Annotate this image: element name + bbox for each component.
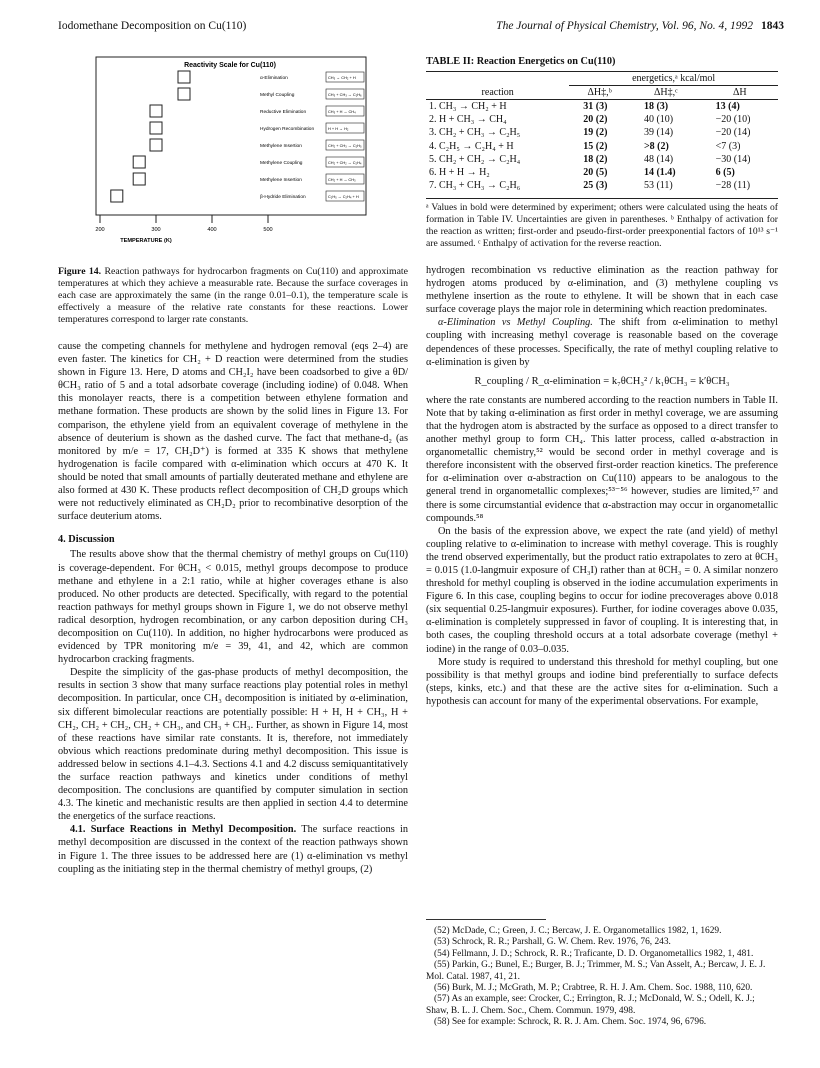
- dh-cell: 13 (4): [715, 101, 740, 113]
- dh-cell: −30 (14): [715, 153, 751, 165]
- table-group-header: energetics,ᵃ kcal/mol: [569, 72, 778, 86]
- paragraph: On the basis of the expression above, we expect the rate (and yield) of methyl coupling relative to α-elimination to increase with methyl coverage. This is roughly the trend observed experimentally, but the product ratio extrapolates to zero at θCH₃ = 0.015 (1.0-langmuir exposure of CH₃I) rather than at θCH₃ = 0. A similar nonzero threshold for methyl coupling is observed in the iodine accumulation experiments in Figure 6. In this case, coupling begins to occur for iodine precoverages above 0.018 (six sequential 0.25-langmuir exposures). Further, for iodine coverages above 0.035, α-elimination is completely suppressed in favor of coupling. It is interesting that, in both cases, the coupling threshold occurs at a total adsorbate coverage (methyl + iodine) in the range of 0.03–0.035.: [426, 525, 778, 655]
- energetics-table: [426, 71, 778, 194]
- paragraph: Despite the simplicity of the gas-phase products of methyl decomposition, the results in section 3 show that many surface reactions play potential roles in methyl decomposition. In particular, once CH₃ decomposition is initiated by α-elimination, six different bimolecular reactions are potentially possible: H + H, H + CH₃, H + CH₂, CH₂ + CH₂, CH₂ + CH₃, and CH₃ + CH₃. Further, as shown in Figure 14, most of these reactions have similar rate constants. It is, therefore, not immediately obvious which reactions predominate during methyl decomposition. This issue is addressed below in sections 4.1–4.3. Sections 4.1 and 4.2 discuss semiquantitatively the surface reaction pathways and kinetics under conditions of methyl decomposition. The conclusions are quantified by computer simulation in section 4.3. The kinetic and mechanistic results are then applied in section 4.4 to determine the energetics of the surface reactions.: [58, 667, 408, 823]
- paragraph-text: The surface reactions in methyl decomposition are discussed in the context of the reaction pathways shown in Figure 1. The three issues to be addressed here are (1) α-elimination vs methyl coupling as the initiating step in the thermal chemistry of methyl groups, (2): [58, 824, 408, 875]
- figure-caption: [58, 266, 408, 326]
- reaction-equation-label: CH₃ → CH₂ + H: [328, 75, 356, 80]
- reaction-cell: 3. CH₂ + CH₃ → C₂H₅: [429, 127, 521, 139]
- reaction-name-label: β-Hydride Elimination: [260, 195, 306, 200]
- reference-item: (56) Burk, M. J.; McGrath, M. P.; Crabtree, R. H. J. Am. Chem. Soc. 1988, 110, 620.: [434, 983, 753, 994]
- reaction-cell: 1. CH₃ → CH₂ + H: [429, 101, 507, 113]
- x-tick-label: 400: [207, 227, 217, 233]
- paragraph-alpha: [426, 316, 778, 368]
- table-title: TABLE II: Reaction Energetics on Cu(110): [426, 56, 616, 67]
- section-heading-discussion: 4. Discussion: [58, 534, 115, 546]
- dh-reverse-cell: 48 (14): [643, 153, 674, 165]
- reference-item: (58) See for example: Schrock, R. R. J. Am. Chem. Soc. 1974, 96, 6796.: [434, 1017, 707, 1028]
- reaction-marker: [150, 139, 162, 151]
- right-column: [426, 55, 778, 708]
- reaction-name-label: Methyl Coupling: [260, 93, 295, 98]
- dh-cell: 6 (5): [715, 166, 735, 178]
- x-tick-label: 200: [95, 227, 105, 233]
- figure-14: [70, 55, 370, 255]
- reactivity-scale-chart: [70, 55, 370, 255]
- dh-reverse-cell: 53 (11): [643, 179, 673, 191]
- reaction-marker: [150, 122, 162, 134]
- reaction-cell: 5. CH₂ + CH₂ → C₂H₄: [429, 153, 521, 165]
- page-number: 1843: [761, 20, 784, 32]
- table-footnote: ᵃ Values in bold were determined by experiment; others were calculated using the heats of formation in Table IV. Uncertainties are given in parentheses. ᵇ Enthalpy of activation for the reaction as written; first-order and pseudo-first-order preexponential factors of 10¹³ s⁻¹ are assumed. ᶜ Enthalpy of activation for the reverse reaction.: [426, 198, 778, 250]
- reaction-name-label: Reductive Elimination: [260, 110, 307, 115]
- dh-forward-cell: 19 (2): [583, 127, 608, 139]
- journal-citation: The Journal of Physical Chemistry, Vol. 96, No. 4, 1992: [496, 20, 753, 32]
- subsection-heading-4-1: 4.1. Surface Reactions in Methyl Decomposition.: [70, 824, 297, 836]
- paragraph: hydrogen recombination vs reductive elimination as the reaction pathway for hydrogen atoms produced by α-elimination, and (3) methylene coupling vs methylene insertion as the route to ethylene. It will be shown that in each case surface coverage plays the major role in determining which reaction predominates.: [426, 264, 778, 316]
- paragraph: where the rate constants are numbered according to the reaction numbers in Table II. Note that by taking α-elimination as first order in methyl coverage, we are assuming that the hydrogen atom is abstracted by the surface as opposed to a direct transfer to another methyl group to form CH₄. This latter process, called α-abstraction in organometallic chemistry,⁵² would be second order in methyl coverage and is therefore inconsistent with the observed first-order reaction kinetics. The preference for α-elimination over α-abstraction on Cu(110) appears to be analogous to the general trend in organometallic complexes;⁵³⁻⁵⁶ however, studies are limited,⁵⁷ and there is some circumstantial evidence that α-abstraction may occur in organometallic compounds.⁵⁸: [426, 394, 778, 524]
- dh-reverse-cell: 14 (1.4): [643, 166, 676, 178]
- references-divider: [426, 919, 546, 920]
- dh-forward-cell: 20 (5): [583, 166, 608, 178]
- table-row: [426, 166, 778, 179]
- reaction-equation-label: CH₃ + CH₃ → C₂H₆: [328, 92, 362, 97]
- paragraph: cause the competing channels for methylene and hydrogen removal (eqs 2–4) are even faster. The kinetics for CH₂ + D reaction were determined from the studies shown in Figure 13. Here, D atoms and CH₂I₂ have been coadsorbed to give a θD/θCH₃ ratio of 5 and a total adsorbate coverage (including iodine) of 0.048. When this monolayer reacts, there is a competition between ethylene formation and methane formation. These products are shown by the solid lines in Figure 13. For comparison, the ethylene yield from an equivalent coverage of methylene in the absence of deuterium is shown as the dashed curve. The fact that methane-d₂ (as monitored by m/e = 17, CH₂D⁺) is formed at 335 K shows that methylene hydrogenation is facile compared with α-elimination which occurs at 470 K. It should be noted that small amounts of partially deuterated methane and ethylene are also formed at 430 K. These products reflect decomposition of CH₂D groups which were not reductively eliminated as CH₂D₂ prior to recombinative desorption of the surface deuterium atoms.: [58, 341, 408, 523]
- references-list: [426, 926, 778, 1029]
- x-tick-label: 300: [151, 227, 161, 233]
- chart-title: Reactivity Scale for Cu(110): [184, 62, 276, 69]
- reaction-cell: 4. C₂H₅ → C₂H₄ + H: [429, 140, 514, 152]
- running-header-title: Iodomethane Decomposition on Cu(110): [58, 20, 247, 32]
- reference-item: (54) Fellmann, J. D.; Schrock, R. R.; Traficante, D. D. Organometallics 1982, 1, 481.: [434, 948, 754, 959]
- table-row: [426, 126, 778, 139]
- dh-forward-cell: 31 (3): [583, 101, 608, 113]
- table-row: [426, 179, 778, 194]
- dh-reverse-cell: >8 (2): [643, 140, 669, 152]
- chart-frame: [96, 57, 366, 215]
- reaction-name-label: Methylene Insertion: [260, 178, 302, 183]
- paragraph-text: The shift from α-elimination to methyl coupling with increasing methyl coverage is reasonable based on the coverage dependences of these processes. Specifically, the rate of methyl coupling relative to α-elimination is given by: [426, 317, 778, 368]
- table-row: [426, 153, 778, 166]
- reaction-marker: [150, 105, 162, 117]
- table-row: [426, 113, 778, 126]
- dh-reverse-cell: 40 (10): [643, 114, 674, 126]
- left-column: [58, 266, 408, 876]
- reaction-equation-label: CH₂ + H → CH₃: [328, 177, 356, 182]
- dh-forward-cell: 15 (2): [583, 140, 608, 152]
- reaction-name-label: α-Elimination: [260, 76, 288, 81]
- reference-item: (55) Parkin, G.; Bunel, E.; Burger, B. J.; Trimmer, M. S.; Van Asselt, A.; Bercaw, J. E. J. Mol. Catal. 1987, 41, 21.: [426, 960, 766, 982]
- reaction-name-label: Hydrogen Recombination: [260, 127, 315, 132]
- figure-caption-label: Figure 14.: [58, 266, 102, 277]
- reaction-name-label: Methylene Insertion: [260, 144, 302, 149]
- reaction-equation-label: H + H → H₂: [328, 126, 349, 131]
- paragraph: More study is required to understand this threshold for methyl coupling, but one possibility is that methyl groups and iodine bind preferentially to surface defects (steps, kinks, etc.) and that these are the active sites for α-elimination. Such a hypothesis can account for many of the experimental observations. For example,: [426, 656, 778, 707]
- figure-caption-text: Reaction pathways for hydrocarbon fragments on Cu(110) and approximate temperatures at which they achieve a measurable rate. Because the surface coverages in each case are approximately the same (in the range 0.01–0.1), the temperature scale is effectively a measure of the relative rate constants for these reactions. Lower temperatures correspond to larger rate constants.: [58, 266, 408, 325]
- rate-equation: R_coupling / R_α-elimination = k₇θCH₃² / k₁θCH₃ = k′θCH₃: [474, 375, 730, 387]
- dh-forward-cell: 20 (2): [583, 114, 608, 126]
- reference-item: (53) Schrock, R. R.; Parshall, G. W. Chem. Rev. 1976, 76, 243.: [434, 937, 671, 948]
- running-header-journal: [496, 20, 784, 32]
- x-axis-label: TEMPERATURE (K): [120, 238, 172, 244]
- table-header-dh: ΔH: [702, 86, 778, 100]
- subsection-heading-alpha: α-Elimination vs Methyl Coupling.: [438, 317, 593, 329]
- reference-item: (52) McDade, C.; Green, J. C.; Bercaw, J. E. Organometallics 1982, 1, 1629.: [434, 926, 722, 936]
- table-row: [426, 140, 778, 153]
- reaction-marker: [133, 156, 145, 168]
- paragraph: The results above show that the thermal chemistry of methyl groups on Cu(110) is coverage-dependent. For θCH₃ < 0.015, methyl groups decompose to produce methane and ethylene in a 2:1 ratio, while at higher coverages ethane is also produced. No other products are detected. Specifically, with regard to the potential reaction pathways for methyl groups shown in Figure 1, we do not observe methyl radical desorption, hydrogen recombination, or any carbon deposition during CH₃ decomposition on Cu(110). In addition, no higher hydrocarbons were produced as evidenced by TPR monitoring m/e = 39, 41, and 42, which are common hydrocarbon cracking fragments.: [58, 549, 408, 666]
- reference-item: (57) As an example, see: Crocker, C.; Errington, R. J.; McDonald, W. S.; Odell, K. J.; Shaw, B. L. J. Chem. Soc., Chem. Commun. 1979, 498.: [426, 994, 755, 1016]
- paragraph-4-1: [58, 823, 408, 875]
- dh-forward-cell: 18 (2): [583, 153, 608, 165]
- reaction-marker: [133, 173, 145, 185]
- reaction-marker: [111, 190, 123, 202]
- reaction-equation-label: CH₂ + CH₃ → C₂H₅: [328, 143, 362, 148]
- table-header-dh-reverse: ΔH‡,ᶜ: [630, 86, 702, 100]
- table-header-reaction: reaction: [426, 86, 569, 100]
- reaction-equation-label: CH₃ + H → CH₄: [328, 109, 356, 114]
- dh-cell: <7 (3): [715, 140, 741, 152]
- reaction-cell: 6. H + H → H₂: [429, 166, 490, 178]
- dh-reverse-cell: 39 (14): [643, 127, 674, 139]
- x-tick-label: 500: [263, 227, 273, 233]
- reaction-equation-label: CH₂ + CH₂ → C₂H₄: [328, 160, 362, 165]
- reaction-equation-label: C₂H₅ → C₂H₄ + H: [328, 194, 359, 199]
- reaction-cell: 7. CH₃ + CH₃ → C₂H₆: [429, 179, 521, 191]
- dh-cell: −20 (14): [715, 127, 751, 139]
- dh-cell: −20 (10): [715, 114, 751, 126]
- dh-reverse-cell: 18 (3): [643, 101, 669, 113]
- table-header-dh-forward: ΔH‡,ᵇ: [569, 86, 630, 100]
- reaction-marker: [178, 71, 190, 83]
- reaction-cell: 2. H + CH₃ → CH₄: [429, 114, 507, 126]
- table-row: [426, 100, 778, 114]
- dh-cell: −28 (11): [715, 179, 751, 191]
- reaction-name-label: Methylene Coupling: [260, 161, 303, 166]
- dh-forward-cell: 25 (3): [583, 179, 608, 191]
- reaction-marker: [178, 88, 190, 100]
